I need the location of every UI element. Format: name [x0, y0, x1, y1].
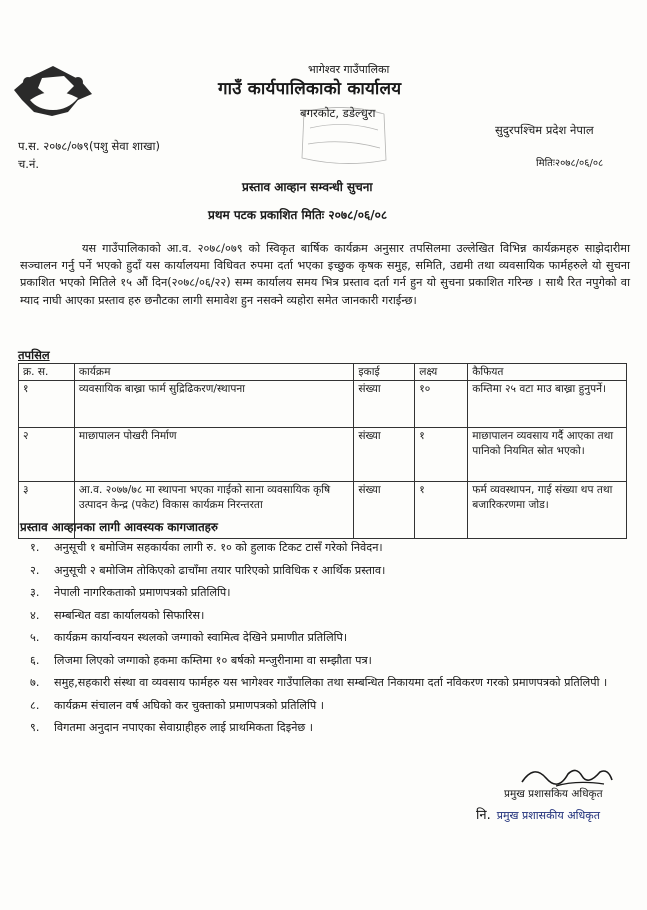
list-item	[30, 698, 630, 721]
dispatch-number: च.नं.	[18, 157, 39, 171]
cell-program: आ.व. २०७७/७८ मा स्थापना भएका गाईको साना व्यवसायिक कृषि उत्पादन केन्द्र (पकेट) विकास कार्यक्रम निरन्तरता	[74, 482, 353, 539]
cell-serial: ३	[19, 482, 75, 539]
signatory-role: प्रमुख प्रशासकिय अधिकृत	[504, 788, 603, 800]
list-item	[30, 540, 630, 563]
cell-program: व्यवसायिक बाख्रा फार्म सुद्रिढिकरण/स्थापना	[74, 381, 353, 428]
list-item	[30, 630, 630, 653]
table-header-row	[19, 364, 627, 381]
cell-remarks: कम्तिमा २५ वटा माउ बाख्रा हुनुपर्ने।	[468, 381, 627, 428]
list-item	[30, 653, 630, 676]
table-row	[19, 428, 627, 482]
item-number: ६.	[30, 653, 40, 667]
item-number: ८.	[30, 698, 40, 712]
item-text: अनुसूची १ बमोजिम सहकार्यका लागी रु. १० को हुलाक टिकट टासँ गरेको निवेदन।	[54, 541, 383, 554]
col-program: कार्यक्रम	[74, 364, 353, 381]
item-number: ३.	[30, 586, 40, 599]
col-serial: क्र. स.	[19, 364, 75, 381]
item-number: ५.	[30, 631, 40, 644]
cell-target: १०	[415, 381, 468, 428]
cell-target: १	[415, 428, 468, 482]
cell-serial: २	[19, 428, 75, 482]
documents-heading: प्रस्ताव आव्हानका लागी आवस्यक कागजातहरु	[20, 520, 218, 534]
table-row	[19, 381, 627, 428]
item-text: लिजमा लिएको जग्गाको हकमा कम्तिमा १० बर्षको मन्जुरीनामा वा सम्झौता पत्र।	[54, 653, 372, 667]
office-address: बगरकोट, डडेल्धुरा	[300, 106, 376, 120]
list-item	[30, 720, 630, 743]
list-item	[30, 675, 630, 698]
notice-body: यस गाउँपालिकाको आ.व. २०७८/०७९ को स्विकृत बार्षिक कार्यक्रम अनुसार तपसिलमा उल्लेखित विभिन्न कार्यक्रमहरु साझेदारीमा सञ्चालन गर्नु पर्ने भएको हुदाँ यस कार्यालयमा विधिवत रुपमा दर्ता भएका इच्छुक कृषक समुह, समिति, उद्यमी तथा व्यवसायिक फार्महरुले यो सुचना प्रकाशित भएको मितिले १५ औं दिन(२०७८/०६/२२) सम्म कार्यालय समय भित्र प्रस्ताव दर्ता गर्न हुन यो सुचना प्रकाशित गरिन्छ । साथै रित नपुगेको वा म्याद नाघी आएका प्रस्ताव हरु छनौटका लागी समावेश हुन नसक्ने व्यहोरा समेत जानकारी गराईन्छ।	[20, 242, 630, 307]
cell-program: माछापालन पोखरी निर्माण	[74, 428, 353, 482]
programs-table	[18, 363, 627, 539]
publish-date-line: प्रथम पटक प्रकाशित मितिः २०७८/०६/०८	[208, 208, 388, 222]
reference-number: प.स. २०७८/०७९(पशु सेवा शाखा)	[18, 139, 160, 153]
cell-serial: १	[19, 381, 75, 428]
nepal-emblem-icon	[8, 60, 98, 122]
col-target: लक्ष्य	[415, 364, 468, 381]
page-title: गाउँ कार्यपालिकाको कार्यालय	[218, 79, 402, 99]
list-item	[30, 563, 630, 586]
item-number: २.	[30, 563, 40, 577]
documents-list	[30, 540, 630, 743]
cell-remarks: माछापालन व्यवसाय गर्दै आएका तथा पानिको नियमित स्रोत भएको।	[468, 428, 627, 482]
item-text: समुह,सहकारी संस्था वा व्यवसाय फार्महरु यस भागेश्वर गाउँपालिका तथा सम्बन्धित निकायमा दर्ता नविकरण गरको प्रमाणपत्रको प्रतिलिपी ।	[54, 676, 608, 689]
cell-unit: संख्या	[354, 428, 415, 482]
cell-unit: संख्या	[354, 482, 415, 539]
item-text: नेपाली नागरिकताको प्रमाणपत्रको प्रतिलिपि।	[54, 586, 231, 599]
province-name: सुदुरपश्चिम प्रदेश नेपाल	[495, 123, 594, 137]
list-item	[30, 608, 630, 631]
list-item	[30, 585, 630, 608]
item-text: कार्यक्रम संचालन वर्ष अघिको कर चुक्ताको प्रमाणपत्रको प्रतिलिपि ।	[54, 698, 325, 712]
cell-target: १	[415, 482, 468, 539]
stamp-text: प्रमुख प्रशासकीय अधिकृत	[496, 809, 600, 822]
notice-title: प्रस्ताव आव्हान सम्वन्धी सुचना	[242, 180, 373, 194]
item-number: १.	[30, 541, 40, 554]
notice-date: मितिः२०७८/०६/०८	[536, 158, 604, 169]
schedule-label: तपसिल	[18, 348, 50, 362]
item-number: ४.	[30, 608, 40, 622]
stamp-prefix: नि.	[476, 808, 491, 823]
item-text: अनुसूची २ बमोजिम तोकिएको ढाचाँमा तयार पारिएको प्राविधिक र आर्थिक प्रस्ताव।	[54, 563, 386, 577]
item-number: ९.	[30, 721, 40, 734]
signatory-stamp	[476, 805, 600, 823]
item-text: सम्बन्धित वडा कार्यालयको सिफारिस।	[54, 608, 205, 622]
cell-remarks: फर्म व्यवस्थापन, गाई संख्या थप तथा बजारिकरणमा जोड।	[468, 482, 627, 539]
col-unit: इकाई	[354, 364, 415, 381]
office-name: भागेश्वर गाउँपालिका	[308, 63, 390, 76]
item-text: कार्यक्रम कार्यान्वयन स्थलको जग्गाको स्वामित्व देखिने प्रमाणीत प्रतिलिपि।	[54, 631, 348, 644]
cell-unit: संख्या	[354, 381, 415, 428]
item-text: विगतमा अनुदान नपाएका सेवाग्राहीहरु लाई प्राथमिकता दिइनेछ ।	[54, 721, 314, 734]
item-number: ७.	[30, 676, 40, 689]
col-remarks: कैफियत	[468, 364, 627, 381]
